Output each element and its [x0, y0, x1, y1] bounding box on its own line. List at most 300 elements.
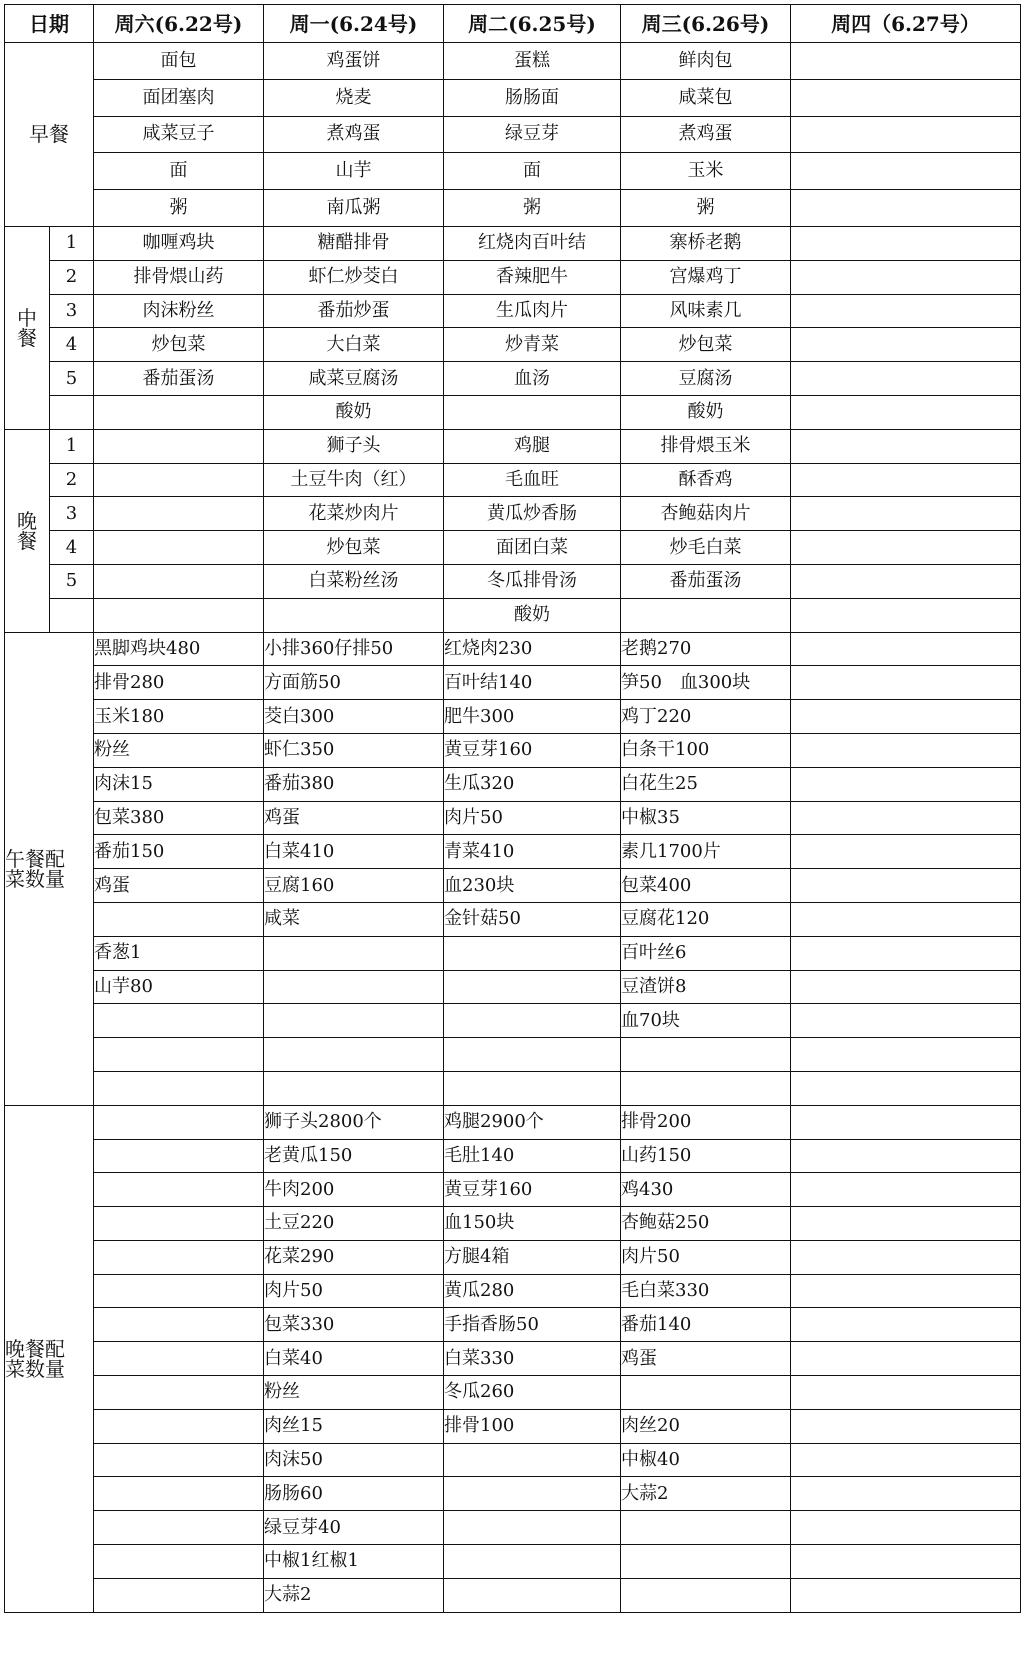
dinner-dish: 土豆牛肉（红）	[264, 463, 444, 497]
breakfast-item: 肠肠面	[444, 79, 621, 116]
ingredient-qty: 排骨100	[444, 1409, 621, 1443]
lunch-dish: 大白菜	[264, 328, 444, 362]
lunch-dish	[94, 395, 264, 429]
lunch-dish	[791, 260, 1021, 294]
ingredient-qty: 白条干100	[621, 733, 791, 767]
ingredient-qty	[791, 666, 1021, 700]
dinner-dish: 番茄蛋汤	[621, 564, 791, 598]
ingredient-qty: 白花生25	[621, 767, 791, 801]
dinner-qty-row	[5, 1477, 1021, 1511]
ingredient-qty	[621, 1376, 791, 1410]
lunch-dish: 糖醋排骨	[264, 226, 444, 260]
lunch-dish: 炒包菜	[94, 328, 264, 362]
ingredient-qty: 粉丝	[94, 733, 264, 767]
dinner-dish	[94, 598, 264, 632]
ingredient-qty: 中椒35	[621, 801, 791, 835]
lunch-dish: 酸奶	[621, 395, 791, 429]
ingredient-qty	[791, 869, 1021, 903]
breakfast-item	[791, 153, 1021, 190]
dinner-row	[5, 497, 1021, 531]
day-header: 周四（6.27号）	[791, 5, 1021, 43]
ingredient-qty: 香葱1	[94, 936, 264, 970]
ingredient-qty	[791, 970, 1021, 1004]
ingredient-qty: 黄瓜280	[444, 1274, 621, 1308]
lunch-qty-row	[5, 801, 1021, 835]
breakfast-label: 早餐	[5, 43, 94, 227]
row-number: 5	[50, 362, 94, 396]
ingredient-qty	[791, 835, 1021, 869]
breakfast-item	[791, 116, 1021, 153]
ingredient-qty: 牛肉200	[264, 1173, 444, 1207]
lunch-dish	[791, 395, 1021, 429]
ingredient-qty	[791, 902, 1021, 936]
dinner-qty-row	[5, 1308, 1021, 1342]
breakfast-item: 山芋	[264, 153, 444, 190]
ingredient-qty: 排骨200	[621, 1105, 791, 1139]
ingredient-qty	[94, 1207, 264, 1241]
lunch-dish: 炒青菜	[444, 328, 621, 362]
ingredient-qty	[791, 1173, 1021, 1207]
ingredient-qty: 鸡430	[621, 1173, 791, 1207]
ingredient-qty	[94, 1409, 264, 1443]
row-number: 3	[50, 294, 94, 328]
ingredient-qty	[791, 1004, 1021, 1038]
lunch-row	[5, 226, 1021, 260]
breakfast-item: 面	[444, 153, 621, 190]
lunch-dish: 豆腐汤	[621, 362, 791, 396]
ingredient-qty	[94, 1578, 264, 1612]
breakfast-row	[5, 190, 1021, 227]
ingredient-qty: 肠肠60	[264, 1477, 444, 1511]
ingredient-qty	[791, 1139, 1021, 1173]
row-number: 4	[50, 531, 94, 565]
dinner-label: 晚 餐	[5, 429, 50, 632]
ingredient-qty	[264, 936, 444, 970]
row-number: 2	[50, 260, 94, 294]
ingredient-qty: 血230块	[444, 869, 621, 903]
day-header: 周六(6.22号)	[94, 5, 264, 43]
ingredient-qty	[791, 733, 1021, 767]
ingredient-qty: 豆腐160	[264, 869, 444, 903]
ingredient-qty	[791, 767, 1021, 801]
dinner-dish: 酥香鸡	[621, 463, 791, 497]
dinner-qty-row	[5, 1105, 1021, 1139]
lunch-row	[5, 362, 1021, 396]
ingredient-qty	[444, 1545, 621, 1579]
date-header: 日期	[5, 5, 94, 43]
ingredient-qty	[621, 1038, 791, 1072]
ingredient-qty: 中椒40	[621, 1443, 791, 1477]
ingredient-qty: 肉片50	[264, 1274, 444, 1308]
ingredient-qty: 冬瓜260	[444, 1376, 621, 1410]
ingredient-qty: 鸡蛋	[94, 869, 264, 903]
ingredient-qty	[791, 1038, 1021, 1072]
ingredient-qty: 毛白菜330	[621, 1274, 791, 1308]
row-number	[50, 598, 94, 632]
ingredient-qty	[621, 1071, 791, 1105]
lunch-dish: 寨桥老鹅	[621, 226, 791, 260]
lunch-dish: 酸奶	[264, 395, 444, 429]
ingredient-qty	[444, 936, 621, 970]
ingredient-qty: 黑脚鸡块480	[94, 632, 264, 666]
breakfast-row	[5, 153, 1021, 190]
ingredient-qty	[791, 1545, 1021, 1579]
header-row	[5, 5, 1021, 43]
breakfast-row	[5, 79, 1021, 116]
dinner-dish	[621, 598, 791, 632]
ingredient-qty	[94, 1308, 264, 1342]
ingredient-qty: 肉片50	[444, 801, 621, 835]
dinner-row	[5, 429, 1021, 463]
lunch-dish: 炒包菜	[621, 328, 791, 362]
dinner-dish	[94, 497, 264, 531]
ingredient-qty	[94, 1139, 264, 1173]
ingredient-qty: 豆腐花120	[621, 902, 791, 936]
lunch-qty-row	[5, 666, 1021, 700]
ingredient-qty: 番茄380	[264, 767, 444, 801]
dinner-qty-row	[5, 1240, 1021, 1274]
ingredient-qty	[791, 1409, 1021, 1443]
dinner-qty-row	[5, 1545, 1021, 1579]
ingredient-qty	[94, 1545, 264, 1579]
ingredient-qty: 虾仁350	[264, 733, 444, 767]
dinner-qty-row	[5, 1342, 1021, 1376]
dinner-row	[5, 531, 1021, 565]
breakfast-item	[791, 79, 1021, 116]
dinner-dish	[791, 463, 1021, 497]
ingredient-qty: 白菜410	[264, 835, 444, 869]
ingredient-qty	[791, 801, 1021, 835]
ingredient-qty: 老黄瓜150	[264, 1139, 444, 1173]
breakfast-item	[791, 43, 1021, 80]
lunch-dish: 虾仁炒茭白	[264, 260, 444, 294]
dinner-dish	[94, 564, 264, 598]
ingredient-qty	[94, 1376, 264, 1410]
dinner-dish: 冬瓜排骨汤	[444, 564, 621, 598]
ingredient-qty	[264, 1038, 444, 1072]
ingredient-qty	[94, 1071, 264, 1105]
ingredient-qty	[791, 700, 1021, 734]
dinner-dish	[94, 463, 264, 497]
ingredient-qty	[94, 1477, 264, 1511]
day-header: 周二(6.25号)	[444, 5, 621, 43]
ingredient-qty: 百叶丝6	[621, 936, 791, 970]
lunch-qty-row	[5, 936, 1021, 970]
lunch-dish: 番茄蛋汤	[94, 362, 264, 396]
row-number: 1	[50, 429, 94, 463]
ingredient-qty	[791, 1240, 1021, 1274]
ingredient-qty: 肉丝15	[264, 1409, 444, 1443]
ingredient-qty	[791, 1511, 1021, 1545]
row-number: 1	[50, 226, 94, 260]
ingredient-qty: 山芋80	[94, 970, 264, 1004]
ingredient-qty: 鸡蛋	[264, 801, 444, 835]
dinner-qty-row	[5, 1578, 1021, 1612]
breakfast-row	[5, 43, 1021, 80]
ingredient-qty: 血70块	[621, 1004, 791, 1038]
ingredient-qty	[791, 1342, 1021, 1376]
ingredient-qty	[621, 1545, 791, 1579]
lunch-row	[5, 395, 1021, 429]
dinner-dish: 黄瓜炒香肠	[444, 497, 621, 531]
lunch-dish: 红烧肉百叶结	[444, 226, 621, 260]
dinner-dish	[94, 429, 264, 463]
ingredient-qty: 排骨280	[94, 666, 264, 700]
ingredient-qty: 百叶结140	[444, 666, 621, 700]
ingredient-qty	[791, 1105, 1021, 1139]
ingredient-qty: 鸡蛋	[621, 1342, 791, 1376]
ingredient-qty	[444, 1511, 621, 1545]
lunch-row	[5, 260, 1021, 294]
ingredient-qty	[791, 1207, 1021, 1241]
lunch-dish: 咖喱鸡块	[94, 226, 264, 260]
dinner-qty-row	[5, 1511, 1021, 1545]
dinner-dish: 排骨煨玉米	[621, 429, 791, 463]
ingredient-qty: 黄豆芽160	[444, 733, 621, 767]
dinner-dish	[791, 429, 1021, 463]
ingredient-qty	[94, 1443, 264, 1477]
ingredient-qty	[791, 1477, 1021, 1511]
ingredient-qty: 杏鲍菇250	[621, 1207, 791, 1241]
ingredient-qty: 番茄150	[94, 835, 264, 869]
breakfast-item: 南瓜粥	[264, 190, 444, 227]
ingredient-qty	[94, 902, 264, 936]
ingredient-qty	[791, 1071, 1021, 1105]
ingredient-qty: 大蒜2	[264, 1578, 444, 1612]
ingredient-qty	[444, 1038, 621, 1072]
lunch-qty-row	[5, 700, 1021, 734]
ingredient-qty: 土豆220	[264, 1207, 444, 1241]
ingredient-qty: 肉丝20	[621, 1409, 791, 1443]
dinner-dish: 炒毛白菜	[621, 531, 791, 565]
dinner-qty-row	[5, 1274, 1021, 1308]
ingredient-qty: 毛肚140	[444, 1139, 621, 1173]
ingredient-qty	[94, 1038, 264, 1072]
ingredient-qty	[444, 1578, 621, 1612]
dinner-qty-label: 晚餐配 菜数量	[5, 1105, 94, 1612]
breakfast-item: 面包	[94, 43, 264, 80]
row-number: 5	[50, 564, 94, 598]
ingredient-qty: 白菜40	[264, 1342, 444, 1376]
ingredient-qty: 番茄140	[621, 1308, 791, 1342]
ingredient-qty: 手指香肠50	[444, 1308, 621, 1342]
ingredient-qty	[94, 1105, 264, 1139]
ingredient-qty: 包菜330	[264, 1308, 444, 1342]
ingredient-qty: 鸡腿2900个	[444, 1105, 621, 1139]
ingredient-qty: 绿豆芽40	[264, 1511, 444, 1545]
ingredient-qty: 青菜410	[444, 835, 621, 869]
lunch-qty-row	[5, 767, 1021, 801]
breakfast-item: 面	[94, 153, 264, 190]
lunch-dish: 番茄炒蛋	[264, 294, 444, 328]
dinner-dish	[264, 598, 444, 632]
dinner-dish: 面团白菜	[444, 531, 621, 565]
dinner-dish	[791, 531, 1021, 565]
lunch-qty-row	[5, 902, 1021, 936]
lunch-qty-row	[5, 1004, 1021, 1038]
ingredient-qty: 花菜290	[264, 1240, 444, 1274]
dinner-dish: 白菜粉丝汤	[264, 564, 444, 598]
lunch-dish: 香辣肥牛	[444, 260, 621, 294]
ingredient-qty	[444, 1071, 621, 1105]
ingredient-qty: 老鹅270	[621, 632, 791, 666]
breakfast-item: 粥	[621, 190, 791, 227]
ingredient-qty	[791, 1274, 1021, 1308]
breakfast-item: 粥	[94, 190, 264, 227]
breakfast-item: 鲜肉包	[621, 43, 791, 80]
dinner-dish: 炒包菜	[264, 531, 444, 565]
lunch-qty-row	[5, 1038, 1021, 1072]
dinner-qty-row	[5, 1139, 1021, 1173]
ingredient-qty: 金针菇50	[444, 902, 621, 936]
ingredient-qty: 血150块	[444, 1207, 621, 1241]
row-number	[50, 395, 94, 429]
dinner-qty-row	[5, 1207, 1021, 1241]
breakfast-item: 玉米	[621, 153, 791, 190]
breakfast-item: 面团塞肉	[94, 79, 264, 116]
dinner-dish: 毛血旺	[444, 463, 621, 497]
ingredient-qty: 素几1700片	[621, 835, 791, 869]
ingredient-qty: 肉片50	[621, 1240, 791, 1274]
breakfast-item: 咸菜豆子	[94, 116, 264, 153]
lunch-dish	[791, 328, 1021, 362]
lunch-dish: 生瓜肉片	[444, 294, 621, 328]
row-number: 4	[50, 328, 94, 362]
breakfast-item	[791, 190, 1021, 227]
ingredient-qty	[791, 1376, 1021, 1410]
breakfast-row	[5, 116, 1021, 153]
ingredient-qty	[621, 1578, 791, 1612]
ingredient-qty: 方面筋50	[264, 666, 444, 700]
breakfast-item: 煮鸡蛋	[621, 116, 791, 153]
ingredient-qty: 包菜380	[94, 801, 264, 835]
dinner-dish	[791, 598, 1021, 632]
ingredient-qty	[621, 1511, 791, 1545]
ingredient-qty: 方腿4箱	[444, 1240, 621, 1274]
ingredient-qty: 中椒1红椒1	[264, 1545, 444, 1579]
ingredient-qty: 黄豆芽160	[444, 1173, 621, 1207]
ingredient-qty	[94, 1274, 264, 1308]
ingredient-qty	[791, 1578, 1021, 1612]
ingredient-qty: 山药150	[621, 1139, 791, 1173]
ingredient-qty	[94, 1004, 264, 1038]
ingredient-qty: 小排360仔排50	[264, 632, 444, 666]
breakfast-item: 煮鸡蛋	[264, 116, 444, 153]
lunch-dish: 风味素几	[621, 294, 791, 328]
dinner-dish: 鸡腿	[444, 429, 621, 463]
ingredient-qty	[791, 1308, 1021, 1342]
dinner-dish	[791, 564, 1021, 598]
ingredient-qty: 豆渣饼8	[621, 970, 791, 1004]
dinner-qty-row	[5, 1376, 1021, 1410]
dinner-qty-row	[5, 1409, 1021, 1443]
ingredient-qty	[444, 1477, 621, 1511]
day-header: 周三(6.26号)	[621, 5, 791, 43]
dinner-dish: 花菜炒肉片	[264, 497, 444, 531]
dinner-dish	[94, 531, 264, 565]
breakfast-item: 咸菜包	[621, 79, 791, 116]
lunch-dish: 宫爆鸡丁	[621, 260, 791, 294]
ingredient-qty: 肉沫15	[94, 767, 264, 801]
lunch-qty-row	[5, 970, 1021, 1004]
lunch-qty-row	[5, 835, 1021, 869]
weekly-menu-table	[4, 4, 1021, 1613]
dinner-dish: 杏鲍菇肉片	[621, 497, 791, 531]
ingredient-qty: 肥牛300	[444, 700, 621, 734]
lunch-qty-row	[5, 869, 1021, 903]
ingredient-qty	[94, 1511, 264, 1545]
dinner-dish: 狮子头	[264, 429, 444, 463]
ingredient-qty	[264, 970, 444, 1004]
ingredient-qty: 红烧肉230	[444, 632, 621, 666]
ingredient-qty: 茭白300	[264, 700, 444, 734]
ingredient-qty: 玉米180	[94, 700, 264, 734]
ingredient-qty	[94, 1342, 264, 1376]
lunch-dish: 肉沫粉丝	[94, 294, 264, 328]
breakfast-item: 烧麦	[264, 79, 444, 116]
dinner-dish: 酸奶	[444, 598, 621, 632]
ingredient-qty: 咸菜	[264, 902, 444, 936]
ingredient-qty	[264, 1004, 444, 1038]
ingredient-qty: 大蒜2	[621, 1477, 791, 1511]
lunch-qty-row	[5, 733, 1021, 767]
ingredient-qty	[94, 1240, 264, 1274]
lunch-dish	[791, 362, 1021, 396]
lunch-dish	[791, 226, 1021, 260]
ingredient-qty	[94, 1173, 264, 1207]
dinner-dish	[791, 497, 1021, 531]
lunch-dish: 排骨煨山药	[94, 260, 264, 294]
dinner-row	[5, 564, 1021, 598]
breakfast-item: 绿豆芽	[444, 116, 621, 153]
lunch-qty-row	[5, 1071, 1021, 1105]
row-number: 3	[50, 497, 94, 531]
breakfast-item: 蛋糕	[444, 43, 621, 80]
ingredient-qty	[264, 1071, 444, 1105]
ingredient-qty: 狮子头2800个	[264, 1105, 444, 1139]
ingredient-qty: 包菜400	[621, 869, 791, 903]
dinner-qty-row	[5, 1443, 1021, 1477]
lunch-row	[5, 328, 1021, 362]
ingredient-qty: 笋50 血300块	[621, 666, 791, 700]
ingredient-qty	[444, 1443, 621, 1477]
lunch-label: 中 餐	[5, 226, 50, 429]
lunch-dish: 咸菜豆腐汤	[264, 362, 444, 396]
lunch-qty-label: 午餐配 菜数量	[5, 632, 94, 1105]
ingredient-qty: 鸡丁220	[621, 700, 791, 734]
lunch-qty-row	[5, 632, 1021, 666]
ingredient-qty: 白菜330	[444, 1342, 621, 1376]
ingredient-qty: 生瓜320	[444, 767, 621, 801]
lunch-dish: 血汤	[444, 362, 621, 396]
ingredient-qty: 粉丝	[264, 1376, 444, 1410]
ingredient-qty	[791, 1443, 1021, 1477]
dinner-qty-row	[5, 1173, 1021, 1207]
ingredient-qty	[444, 970, 621, 1004]
day-header: 周一(6.24号)	[264, 5, 444, 43]
dinner-row	[5, 463, 1021, 497]
ingredient-qty	[444, 1004, 621, 1038]
breakfast-item: 鸡蛋饼	[264, 43, 444, 80]
row-number: 2	[50, 463, 94, 497]
breakfast-item: 粥	[444, 190, 621, 227]
lunch-dish	[444, 395, 621, 429]
dinner-row	[5, 598, 1021, 632]
ingredient-qty: 肉沫50	[264, 1443, 444, 1477]
ingredient-qty	[791, 936, 1021, 970]
ingredient-qty	[791, 632, 1021, 666]
lunch-dish	[791, 294, 1021, 328]
